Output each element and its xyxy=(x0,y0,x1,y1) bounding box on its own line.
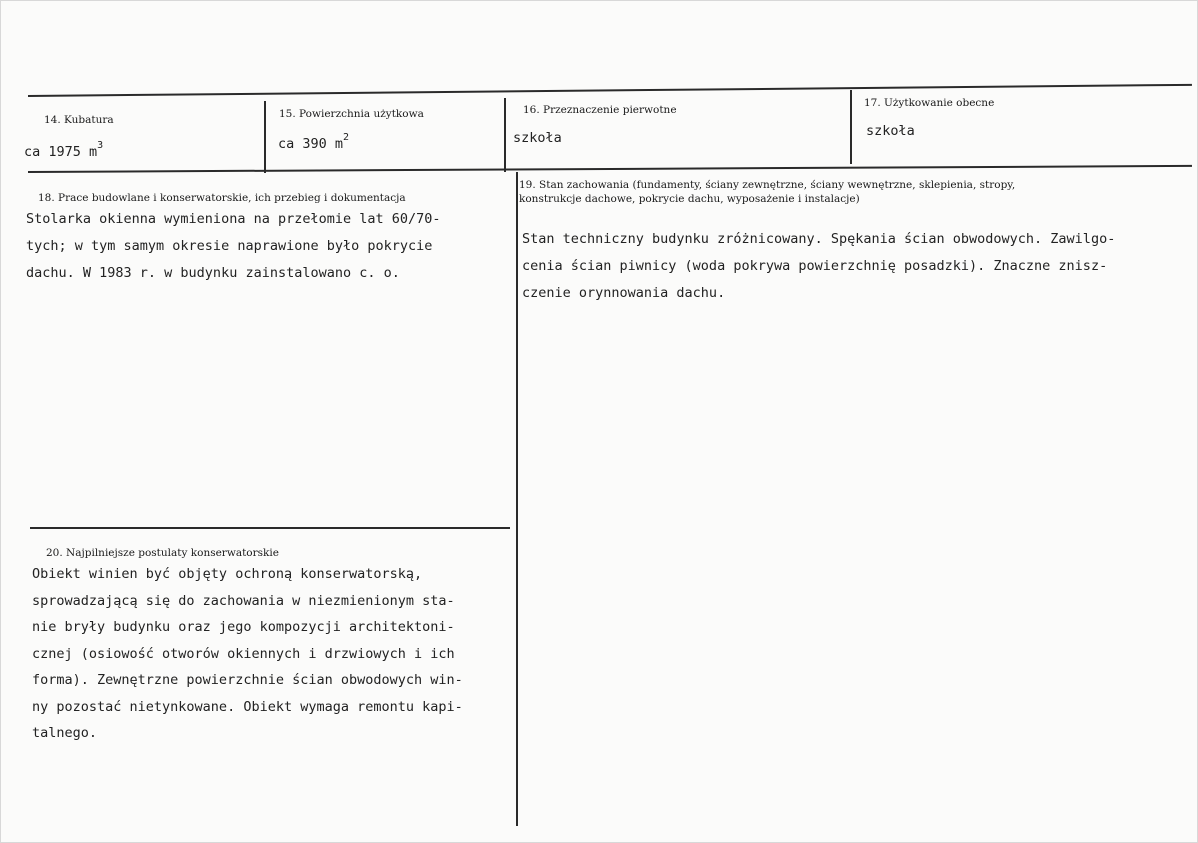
field18-line: Stolarka okienna wymieniona na przełomie lat 60/70- xyxy=(26,211,441,227)
field18-label: 18. Prace budowlane i konserwatorskie, ich przebieg i dokumentacja xyxy=(38,192,406,204)
field19-line: czenie orynnowania dachu. xyxy=(522,285,726,301)
field18-text xyxy=(26,206,441,287)
field14-value xyxy=(24,140,104,160)
row1-bottom-rule xyxy=(28,165,1192,173)
field19-label-line1: 19. Stan zachowania (fundamenty, ściany zewnętrzne, ściany wewnętrzne, sklepienia, stropy, xyxy=(519,179,1016,191)
field20-line: ny pozostać nietynkowane. Obiekt wymaga remontu kapi- xyxy=(32,698,463,715)
field18-line: dachu. W 1983 r. w budynku zainstalowano c. o. xyxy=(26,265,400,281)
field16-value: szkoła xyxy=(513,130,562,146)
field20-line: talnego. xyxy=(32,725,98,741)
field20-text xyxy=(32,561,463,747)
field20-line: cznej (osiowość otworów okiennych i drzwiowych i ich xyxy=(32,645,455,662)
divider-15-16 xyxy=(504,98,506,172)
field14-value-text: ca 1975 m xyxy=(24,144,98,160)
field20-line: nie bryły budynku oraz jego kompozycji architektoni- xyxy=(32,619,455,635)
field20-line: Obiekt winien być objęty ochroną konserwatorską, xyxy=(32,566,423,582)
field19-line: cenia ścian piwnicy (woda pokrywa powierzchnię posadzki). Znaczne znisz- xyxy=(522,258,1108,274)
field16-label: 16. Przeznaczenie pierwotne xyxy=(523,104,677,116)
top-rule xyxy=(28,84,1192,97)
divider-14-15 xyxy=(264,101,266,173)
field15-value xyxy=(278,132,350,152)
field19-line: Stan techniczny budynku zróżnicowany. Spękania ścian obwodowych. Zawilgo- xyxy=(522,231,1116,247)
field14-exponent: 3 xyxy=(97,140,104,151)
divider-18-19 xyxy=(516,172,518,826)
field19-text xyxy=(522,226,1115,307)
field20-top-rule xyxy=(30,527,510,529)
divider-16-17 xyxy=(850,90,852,164)
field18-line: tych; w tym samym okresie naprawione było pokrycie xyxy=(26,238,433,254)
field20-line: forma). Zewnętrzne powierzchnie ścian obwodowych win- xyxy=(32,672,463,688)
field15-value-text: ca 390 m xyxy=(278,136,344,152)
field14-label: 14. Kubatura xyxy=(44,114,114,126)
field20-line: sprowadzającą się do zachowania w niezmienionym sta- xyxy=(32,592,455,609)
field19-label-line2: konstrukcje dachowe, pokrycie dachu, wyposażenie i instalacje) xyxy=(519,193,860,205)
field17-value: szkoła xyxy=(866,123,915,139)
field15-label: 15. Powierzchnia użytkowa xyxy=(279,108,424,120)
field19-label xyxy=(519,178,1015,206)
field20-label: 20. Najpilniejsze postulaty konserwatorskie xyxy=(46,547,279,559)
field17-label: 17. Użytkowanie obecne xyxy=(864,97,995,109)
field15-exponent: 2 xyxy=(343,132,350,143)
